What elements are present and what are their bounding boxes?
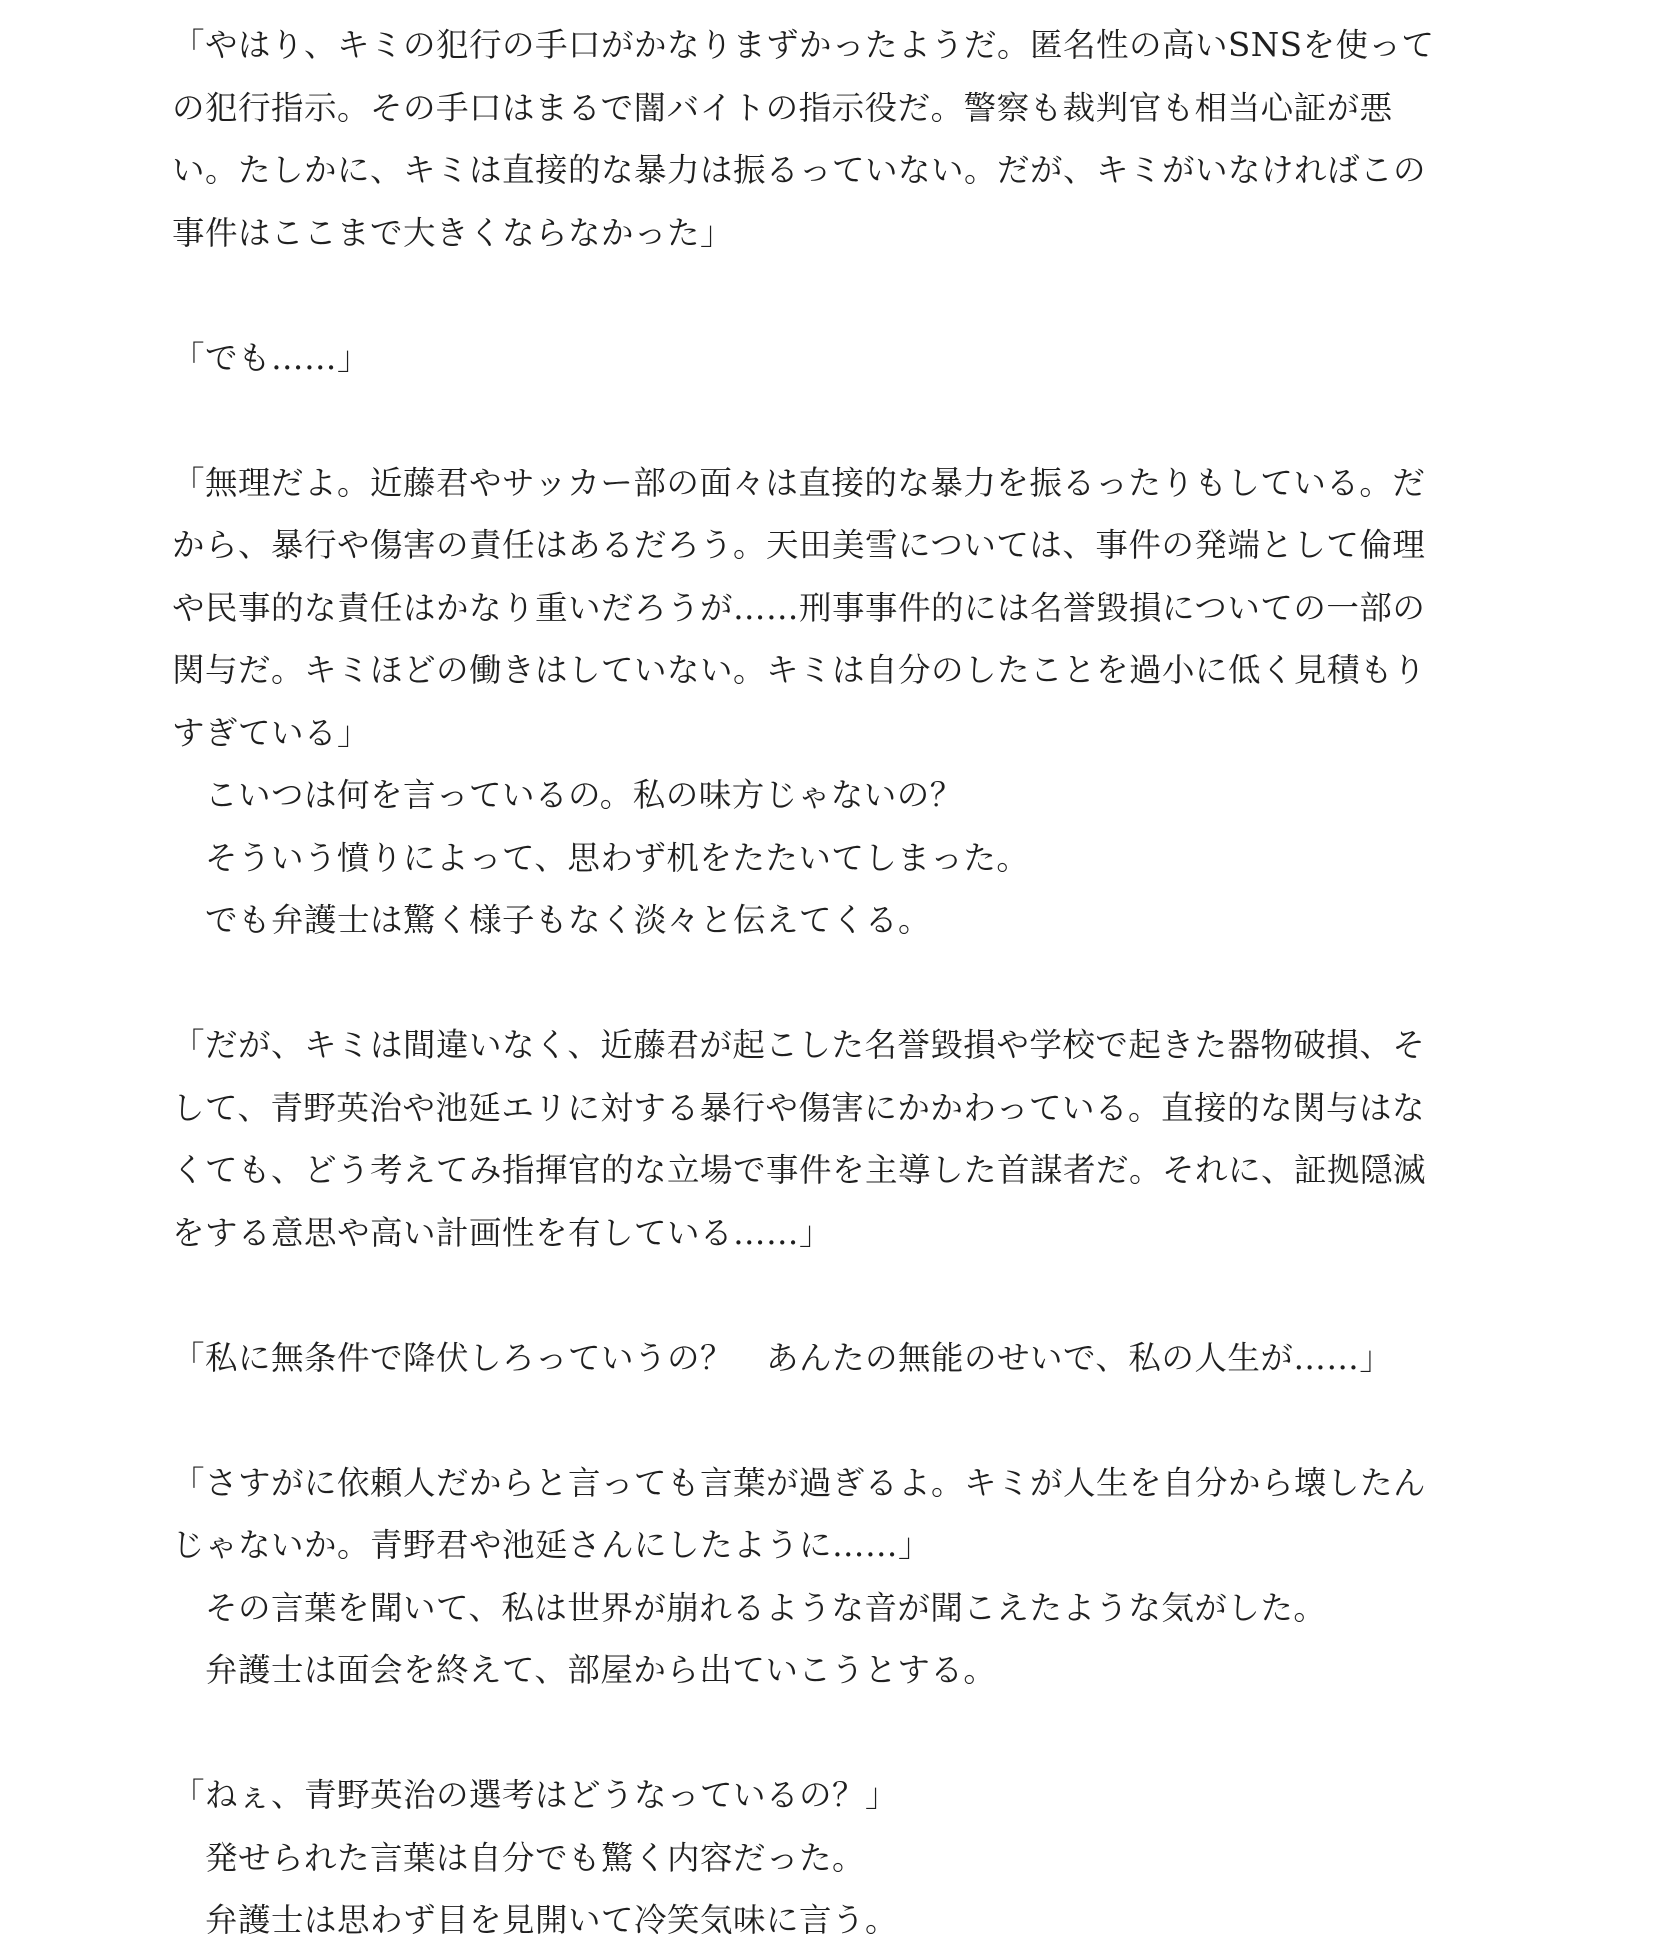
text-line: 「無理だよ。近藤君やサッカー部の面々は直接的な暴力を振るったりもしている。だ xyxy=(172,463,1426,502)
text-line: 「ねぇ、青野英治の選考はどうなっているの？」 xyxy=(172,1776,899,1814)
blank-line xyxy=(172,952,1512,1015)
text-line: でも弁護士は驚く様子もなく淡々と伝えてくる。 xyxy=(172,901,932,939)
blank-line xyxy=(172,1264,1512,1327)
text-line: をする意思や高い計画性を有している……」 xyxy=(172,1213,833,1252)
blank-line xyxy=(172,389,1512,452)
text-line: くても、どう考えてみ指揮官的な立場で事件を主導した首謀者だ。それに、証拠隠滅 xyxy=(172,1151,1427,1189)
text-line: 事件はここまで大きくならなかった」 xyxy=(172,213,734,252)
text-line: 「さすがに依頼人だからと言っても言葉が過ぎるよ。キミが人生を自分から壊したん xyxy=(172,1463,1427,1502)
text-line: 発せられた言葉は自分でも驚く内容だった。 xyxy=(172,1838,866,1877)
text-line: 関与だ。キミほどの働きはしていない。キミは自分のしたことを過小に低く見積もり xyxy=(172,651,1427,689)
text-line: 弁護士は思わず目を見開いて冷笑気味に言う。 xyxy=(172,1901,899,1939)
text-line: そういう憤りによって、思わず机をたたいてしまった。 xyxy=(172,838,1030,877)
blank-line xyxy=(172,1389,1512,1452)
text-line: から、暴行や傷害の責任はあるだろう。天田美雪については、事件の発端として倫理 xyxy=(172,526,1426,564)
text-line: して、青野英治や池延エリに対する暴行や傷害にかかわっている。直接的な関与はな xyxy=(172,1088,1426,1127)
text-line: 「やはり、キミの犯行の手口がかなりまずかったようだ。匿名性の高いSNSを使って xyxy=(172,26,1435,64)
text-line: じゃないか。青野君や池延さんにしたように……」 xyxy=(172,1526,932,1564)
text-line: 「私に無条件で降伏しろっていうの？ あんたの無能のせいで、私の人生が……」 xyxy=(172,1338,1393,1377)
text-line: すぎている」 xyxy=(172,713,371,752)
text-line: の犯行指示。その手口はまるで闇バイトの指示役だ。警察も裁判官も相当心証が悪 xyxy=(172,88,1393,127)
text-line: 弁護士は面会を終えて、部屋から出ていこうとする。 xyxy=(172,1651,997,1689)
text-line: い。たしかに、キミは直接的な暴力は振るっていない。だが、キミがいなければこの xyxy=(172,151,1427,189)
text-line: 「だが、キミは間違いなく、近藤君が起こした名誉毀損や学校で起きた器物破損、そ xyxy=(172,1026,1426,1064)
novel-text-page xyxy=(172,14,1512,1952)
blank-line xyxy=(172,1702,1512,1765)
blank-line xyxy=(172,264,1512,327)
text-line: や民事的な責任はかなり重いだろうが……刑事事件的には名誉毀損についての一部の xyxy=(172,588,1426,627)
text-line: その言葉を聞いて、私は世界が崩れるような音が聞こえたような気がした。 xyxy=(172,1588,1327,1627)
text-line: こいつは何を言っているの。私の味方じゃないの？ xyxy=(172,776,963,814)
text-line: 「でも……」 xyxy=(172,338,371,377)
